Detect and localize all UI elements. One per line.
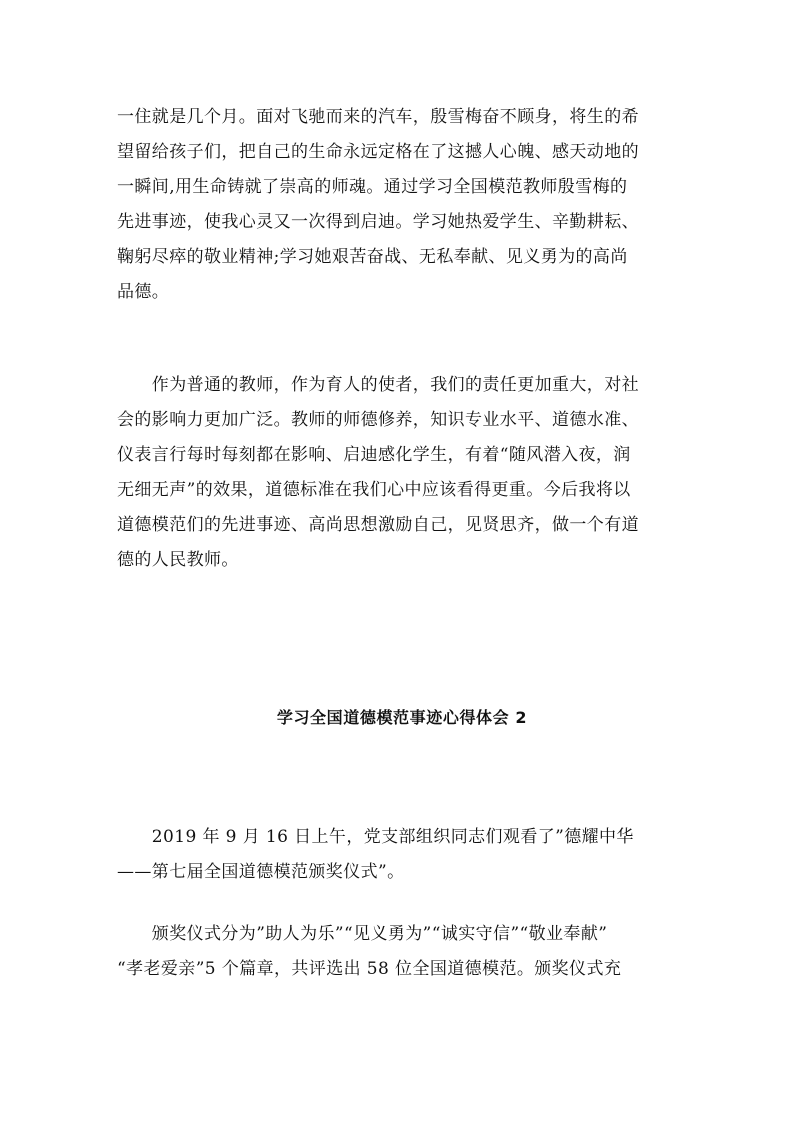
text-line: 仪表言行每时每刻都在影响、启迪感化学生，有着“随风潜入夜，润 (117, 445, 631, 465)
text-line: 会的影响力更加广泛。教师的师德修养，知识专业水平、道德水准、 (117, 410, 639, 430)
paragraph-1 (117, 100, 687, 310)
paragraph-3 (117, 820, 687, 890)
text-line: 德的人民教师。 (117, 550, 239, 570)
text-line: 2019 年 9 月 16 日上午，党支部组织同志们观看了”德耀中华 (117, 827, 634, 847)
text-line: “孝老爱亲”5 个篇章，共评选出 58 位全国道德模范。颁奖仪式充 (117, 959, 622, 979)
text-line: 颁奖仪式分为”助人为乐”“见义勇为”“诚实守信”“敬业奉献” (117, 924, 608, 944)
paragraph-4 (117, 917, 687, 987)
text-line: 一住就是几个月。面对飞驰而来的汽车，殷雪梅奋不顾身，将生的希 (117, 107, 639, 127)
text-line: 作为普通的教师，作为育人的使者，我们的责任更加重大，对社 (117, 375, 639, 395)
text-line: 品德。 (117, 282, 170, 302)
section-heading: 学习全国道德模范事迹心得体会 2 (276, 708, 528, 727)
text-line: 先进事迹，使我心灵又一次得到启迪。学习她热爱学生、辛勤耕耘、 (117, 212, 639, 232)
text-line: ——第七届全国道德模范颁奖仪式”。 (117, 862, 405, 882)
text-line: 无细无声”的效果，道德标准在我们心中应该看得更重。今后我将以 (117, 480, 631, 500)
text-line: 望留给孩子们，把自己的生命永远定格在了这撼人心魄、感天动地的 (117, 142, 639, 162)
paragraph-2 (117, 368, 687, 578)
text-line: 一瞬间,用生命铸就了崇高的师魂。通过学习全国模范教师殷雪梅的 (117, 177, 628, 197)
text-line: 鞠躬尽瘁的敬业精神;学习她艰苦奋战、无私奉献、见义勇为的高尚 (117, 247, 628, 267)
text-line: 道德模范们的先进事迹、高尚思想激励自己，见贤思齐，做一个有道 (117, 515, 639, 535)
